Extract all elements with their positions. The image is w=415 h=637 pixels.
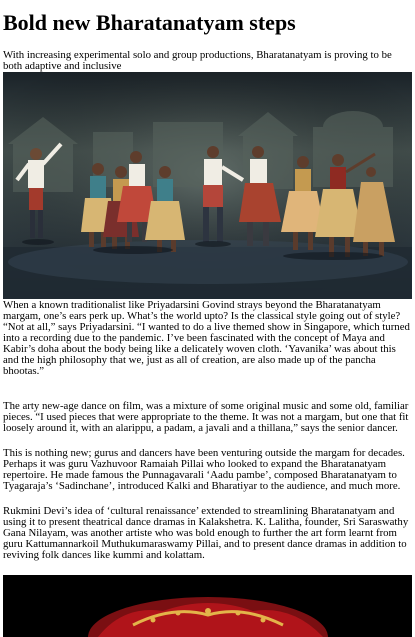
dancer-red-costume-illustration — [3, 575, 412, 637]
article-paragraph-3: This is nothing new; gurus and dancers have been venturing outside the margam for decades. Perhaps it was guru Vazhuvoor Ramaiah Pillai who looked to expand the Bharatanatyam repertoire. He made famous the Punnagavarali ‘Aadu pambe’, composed Bharatanatyam to Tyagaraja’s ‘Sadinchane’, introduced Kalki and Bharatiyar to the audience, and much more. — [3, 447, 405, 492]
article-paragraph-1: When a known traditionalist like Priyadarsini Govind strays beyond the Bharatanatyam margam, one’s ears perk up. What’s the world upto? Is the classical style going out of style? “Not at all,” says Priyadarsini. “I wanted to do a live themed show in Singapore, which turned into a recording due to the pandemic. I’ve been fascinated with the concept of Maya and Kabir’s doha about the body being like a delicately woven cloth. ‘Yavanika’ was about this and the high philosophy that we, just as all of creation, are also made up of the pancha bhootas.” — [3, 299, 410, 377]
second-photo — [3, 575, 412, 637]
article — [0, 10, 415, 637]
article-intro: With increasing experimental solo and group productions, Bharatanatyam is proving to be both adaptive and inclusive — [3, 49, 392, 72]
main-photo — [3, 72, 412, 299]
article-title: Bold new Bharatanatyam steps — [3, 10, 296, 35]
dancers-stage-illustration — [3, 72, 412, 299]
article-paragraph-2: The arty new-age dance on film, was a mixture of some original music and some old, familiar pieces. “I used pieces that were appropriate to the theme. It was not a margam, but one that fit loosely around it, with an alarippu, a padam, a javali and a thillana,” says the senior dancer. — [3, 400, 409, 434]
article-paragraph-4: Rukmini Devi’s idea of ‘cultural renaissance’ extended to streamlining Bharatanatyam and using it to present theatrical dance dramas in Kalakshetra. K. Lalitha, founder, Sri Saraswathy Gana Nilayam, was another artiste who was bold enough to further the art form learnt from guru Kattumannarkoil Muthukumaraswamy Pillai, and to present dance dramas in addition to reviving folk dances like kummi and kolattam. — [3, 505, 409, 561]
